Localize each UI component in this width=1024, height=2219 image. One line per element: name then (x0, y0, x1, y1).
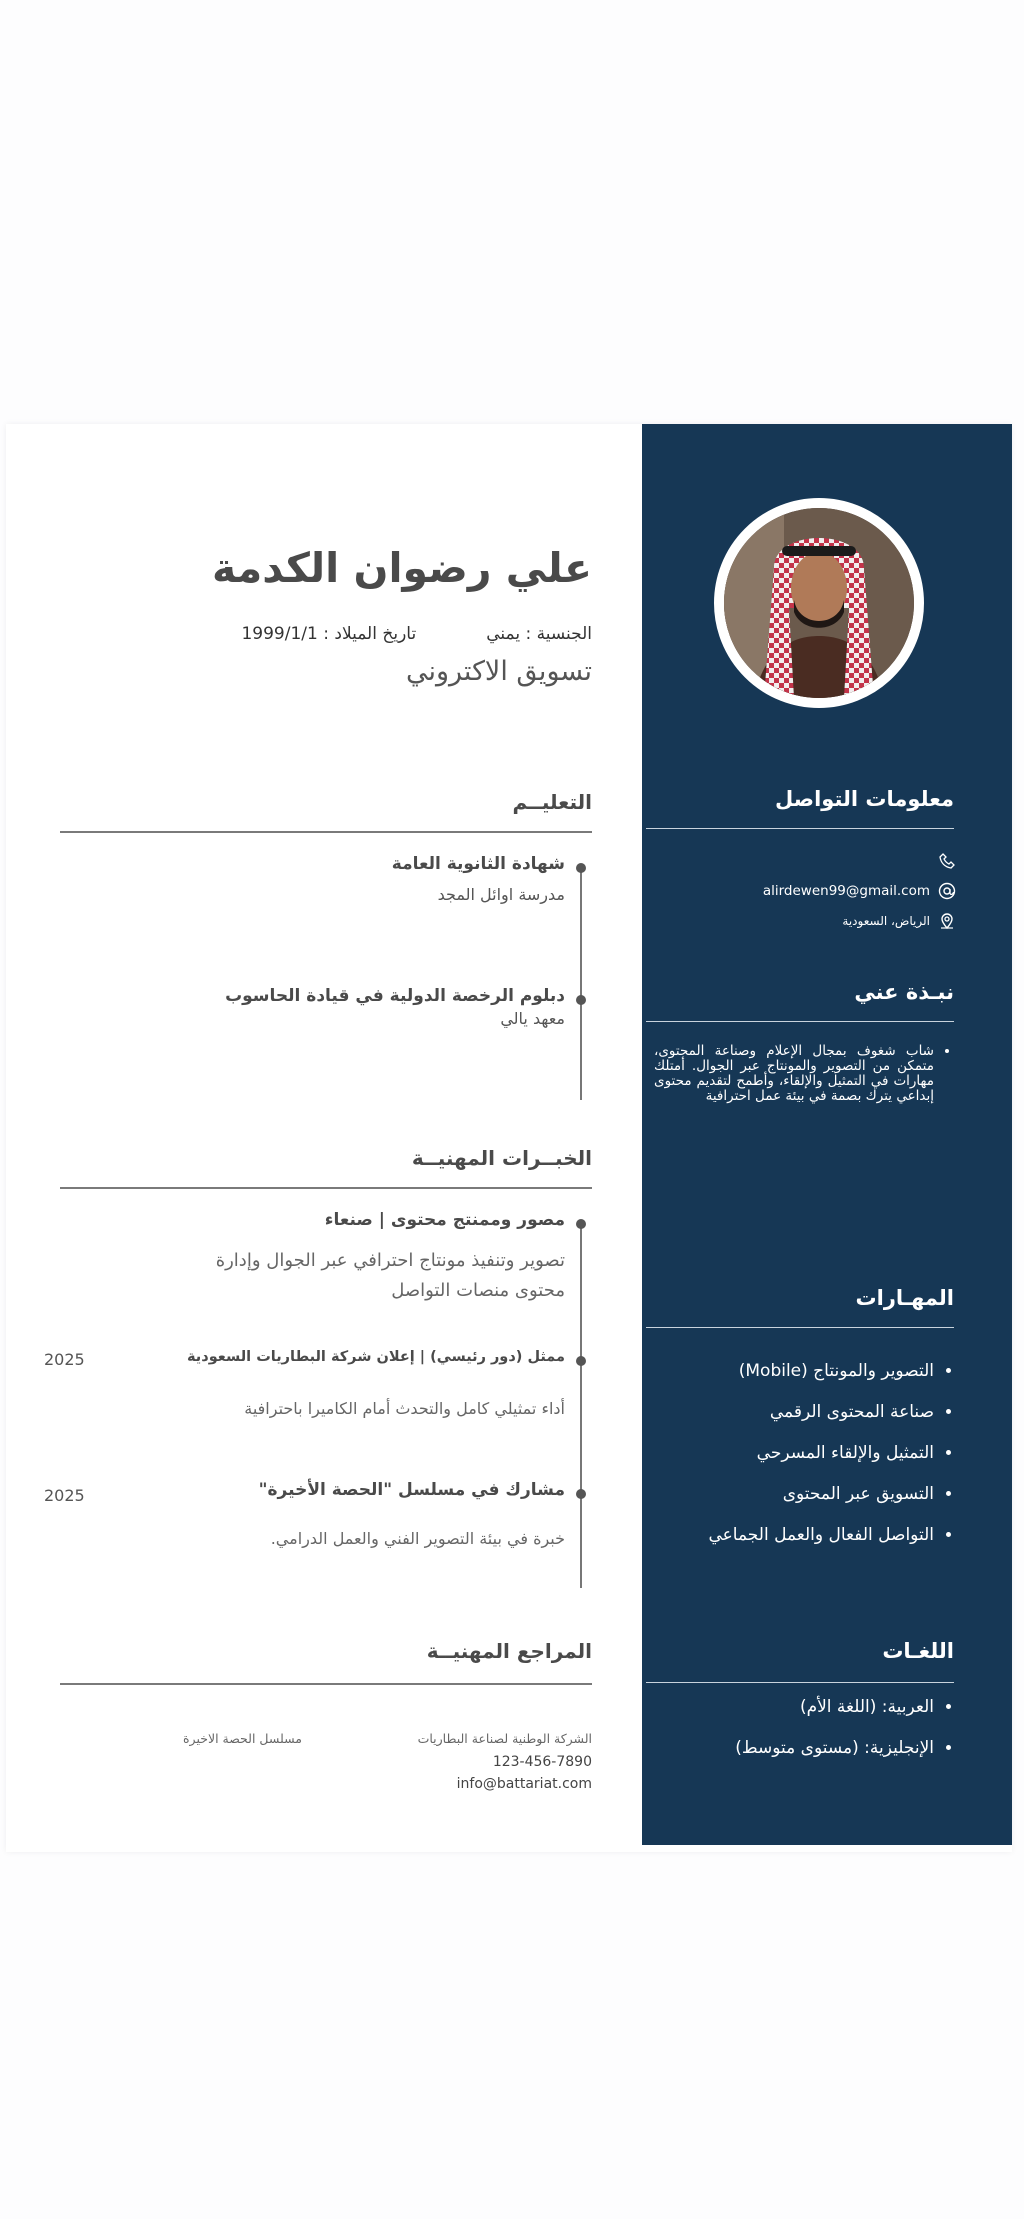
about-section (654, 1044, 950, 1104)
experience-timeline (580, 1222, 582, 1588)
reference-phone: 123-456-7890 (492, 1754, 592, 1770)
references-heading: المراجع المهنيــة (426, 1639, 592, 1663)
experience-title-2: ممثل (دور رئيسي) | إعلان شركة البطاريات السعودية (187, 1349, 565, 1365)
about-text: • شاب شغوف بمجال الإعلام وصناعة المحتوى، متمكن من التصوير والمونتاج عبر الجوال. أمتلك مهارات في التمثيل والإلقاء، وأطمح لتقديم محتوى إبداعي يترك بصمة في بيئة عمل احترافية (654, 1044, 934, 1104)
languages-divider (646, 1682, 954, 1683)
reference-series: مسلسل الحصة الاخيرة (183, 1731, 302, 1746)
location-text: الرياض، السعودية (842, 914, 930, 928)
education-school-1: مدرسة اوائل المجد (437, 885, 565, 904)
experience-desc-1: تصوير وتنفيذ مونتاج احترافي عبر الجوال وإدارة محتوى منصات التواصل (215, 1250, 565, 1301)
timeline-dot (576, 1489, 586, 1499)
resume-page (6, 424, 1012, 1852)
reference-company: الشركة الوطنية لصناعة البطاريات (417, 1731, 592, 1746)
person-photo-icon (724, 508, 914, 698)
contact-phone (930, 852, 956, 870)
language-item: • العربية: (اللغة الأم) (656, 1687, 934, 1728)
skill-item: • التسويق عبر المحتوى (656, 1474, 934, 1515)
experience-divider (60, 1187, 592, 1189)
experience-title-1: مصور وممنتج محتوى | صنعاء (324, 1210, 565, 1230)
birth-date: تاريخ الميلاد : 1999/1/1 (241, 624, 417, 644)
main-column (6, 424, 642, 1852)
education-school-2: معهد يالي (500, 1009, 565, 1028)
personal-meta (241, 624, 592, 644)
skills-list (656, 1351, 956, 1556)
experience-desc-2: أداء تمثيلي كامل والتحدث أمام الكاميرا باحترافية (244, 1399, 565, 1418)
languages-heading: اللغـات (882, 1639, 954, 1663)
language-item: • الإنجليزية: (مستوى متوسط) (656, 1728, 934, 1769)
timeline-dot (576, 1219, 586, 1229)
languages-list (656, 1687, 956, 1769)
sidebar (642, 424, 1012, 1845)
phone-icon (938, 852, 956, 870)
about-heading: نبـذة عني (854, 980, 954, 1004)
at-sign-icon (938, 882, 956, 900)
reference-email: info@battariat.com (456, 1776, 592, 1792)
experience-heading: الخبــرات المهنيــة (411, 1146, 592, 1170)
experience-year-3: 2025 (44, 1486, 85, 1505)
skill-item: • التصوير والمونتاج (Mobile) (656, 1351, 934, 1392)
education-divider (60, 831, 592, 833)
skills-divider (646, 1327, 954, 1328)
skill-item: • التواصل الفعال والعمل الجماعي (656, 1515, 934, 1556)
skill-item: • صناعة المحتوى الرقمي (656, 1392, 934, 1433)
experience-title-3: مشارك في مسلسل "الحصة الأخيرة" (258, 1480, 565, 1500)
profile-photo (714, 498, 924, 708)
nationality: الجنسية : يمني (486, 624, 592, 644)
about-divider (646, 1021, 954, 1022)
contact-email[interactable] (763, 882, 956, 900)
location-pin-icon (938, 912, 956, 930)
education-title-2: دبلوم الرخصة الدولية في قيادة الحاسوب (225, 986, 565, 1006)
email-text[interactable]: alirdewen99@gmail.com (762, 883, 930, 899)
experience-desc-3: خبرة في بيئة التصوير الفني والعمل الدرامي. (270, 1529, 565, 1548)
references-divider (60, 1683, 592, 1685)
timeline-dot (576, 863, 586, 873)
contact-heading: معلومات التواصل (775, 787, 954, 811)
contact-divider (646, 828, 954, 829)
skills-heading: المهـارات (855, 1286, 954, 1310)
candidate-name: علي رضوان الكدمة (212, 544, 592, 592)
job-title: تسويق الاكتروني (405, 656, 592, 687)
education-timeline (580, 868, 582, 1100)
skill-item: • التمثيل والإلقاء المسرحي (656, 1433, 934, 1474)
experience-year-2: 2025 (44, 1350, 85, 1369)
education-title-1: شهادة الثانوية العامة (391, 854, 565, 874)
timeline-dot (576, 995, 586, 1005)
timeline-dot (576, 1356, 586, 1366)
contact-location (842, 912, 956, 930)
education-heading: التعليــم (512, 790, 592, 814)
